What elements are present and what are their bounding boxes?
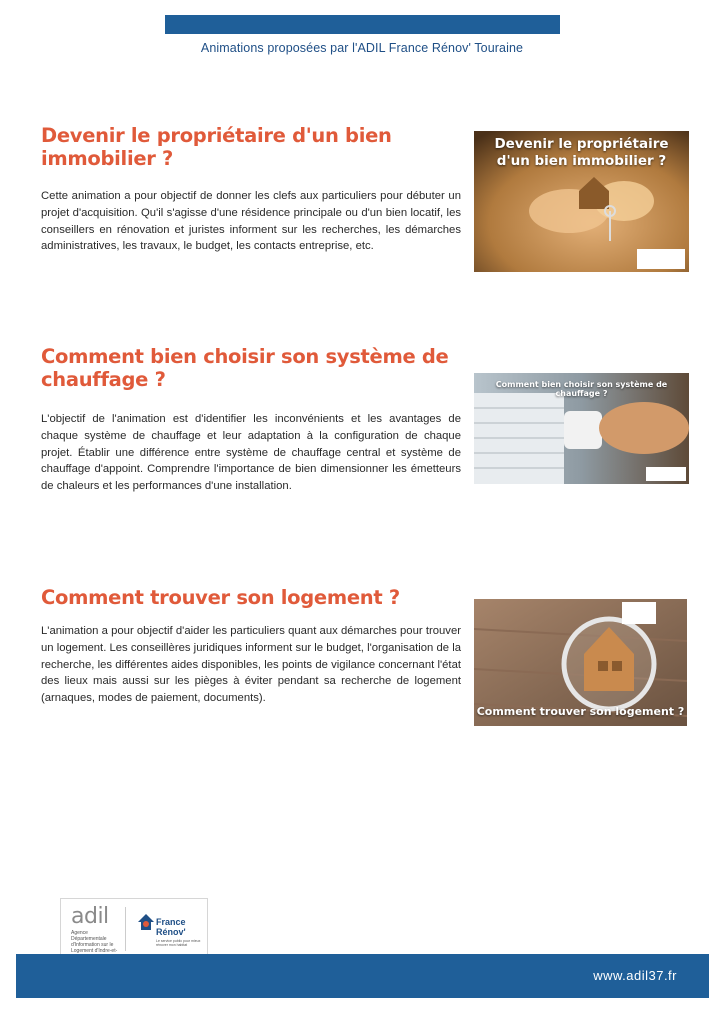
adil-logo-subtitle: Agence Départementale d'Information sur le Logement d'Indre-et- (71, 930, 118, 954)
adil-logo: adil (71, 904, 109, 929)
section-text: L'objectif de l'animation est d'identifier les inconvénients et les avantages de chaque système de chauffage et leur adaptation à la configuration de chaque projet. Établir une différence entre système de chauffage central et système de chauffage d'appoint. Comprendre l'importance de bien dimensionner les émetteurs de chaleurs et les performances d'une installation. (41, 413, 461, 493)
section-chauffage (41, 345, 461, 495)
image-caption (474, 136, 689, 170)
house-icon (137, 913, 155, 931)
image-chauffage (474, 373, 689, 484)
section-title: Comment trouver son logement ? (41, 586, 400, 609)
section-text: Cette animation a pour objectif de donner les clefs aux particuliers pour débuter un projet d'acquisition. Qu'il s'agisse d'une résidence principale ou d'un bien locatif, les conseillers en rénovation et juristes informent sur les recherches, les démarches administratives, les travaux, le budget, les contacts entreprise, etc. (41, 190, 461, 253)
section-text: L'animation a pour objectif d'aider les particuliers quant aux démarches pour trouver un logement. Les conseillères juridiques informent sur le budget, l'organisation de la recherche, les différentes aides disponibles, les points de vigilance concernant l'état des lieux mais aussi sur les pièges à éviter pendant sa recherche de logement (arnaques, modes de paiement, documents). (41, 625, 461, 705)
section-devenir-proprietaire (41, 124, 461, 255)
header-bar (165, 15, 560, 34)
france-renov-tagline: Le service public pour mieux rénover mon habitat (156, 939, 201, 947)
section-title: Devenir le propriétaire d'un bien immobilier ? (41, 124, 392, 170)
logo-divider (125, 907, 126, 951)
image-caption-line1: Devenir le propriétaire (494, 136, 669, 152)
website-link[interactable]: www.adil37.fr (593, 968, 677, 983)
image-caption: Comment trouver son logement ? (476, 705, 685, 718)
section-title: Comment bien choisir son système de chauffage ? (41, 345, 449, 391)
image-proprietaire (474, 131, 689, 272)
page-title: Animations proposées par l'ADIL France Rénov' Touraine (200, 41, 524, 55)
section-trouver-logement (41, 586, 461, 707)
france-renov-logo: France Rénov' (156, 917, 186, 937)
footer-bar (16, 954, 709, 998)
image-logement (474, 599, 687, 726)
image-caption-line2: d'un bien immobilier ? (496, 153, 667, 169)
image-caption: Comment bien choisir son système de chauffage ? (495, 380, 668, 398)
